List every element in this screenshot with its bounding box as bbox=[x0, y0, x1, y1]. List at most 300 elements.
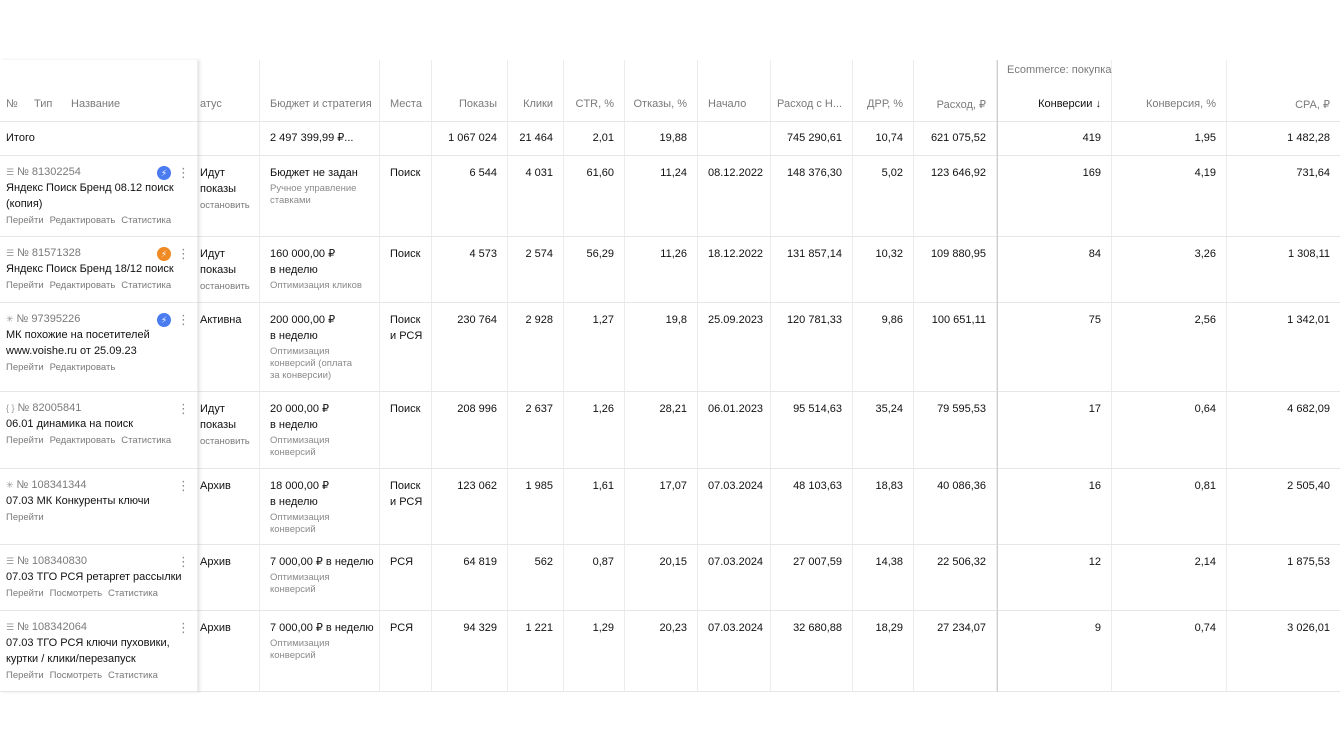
lightning-icon[interactable]: ⚡ bbox=[157, 166, 171, 180]
group-header-ecommerce: Ecommerce: покупка bbox=[1007, 64, 1112, 76]
cell-cpa bbox=[1227, 237, 1340, 302]
table-row bbox=[0, 545, 1340, 611]
campaign-name[interactable]: куртки / клики/перезапуск bbox=[6, 653, 136, 665]
cell-drr bbox=[853, 545, 914, 610]
total-row bbox=[0, 122, 1340, 156]
value-start: 07.03.2024 bbox=[708, 556, 764, 568]
budget-value[interactable]: Бюджет не задан bbox=[270, 167, 358, 179]
group-header-cell-places bbox=[380, 60, 432, 88]
status-text: Архив bbox=[200, 622, 231, 634]
campaign-id-line bbox=[6, 621, 87, 633]
cell-shows bbox=[432, 156, 508, 236]
header-conv[interactable]: Конверсии ↓ bbox=[1038, 98, 1101, 110]
cell-clicks bbox=[508, 611, 564, 691]
total-shows: 1 067 024 bbox=[448, 132, 497, 144]
cell-conv_rate bbox=[1112, 303, 1227, 391]
group-header-cell-spend bbox=[914, 60, 997, 88]
cell-clicks bbox=[508, 303, 564, 391]
cell-spend bbox=[914, 303, 997, 391]
total-cell-bounce bbox=[625, 122, 698, 155]
places-text: и РСЯ bbox=[390, 330, 423, 342]
cell-budget bbox=[260, 469, 380, 544]
total-cell-status bbox=[198, 122, 260, 155]
value-bounce: 17,07 bbox=[659, 480, 687, 492]
cell-start bbox=[698, 392, 771, 468]
value-shows: 6 544 bbox=[469, 167, 497, 179]
cell-start bbox=[698, 469, 771, 544]
cell-drr bbox=[853, 392, 914, 468]
budget-value[interactable]: в неделю bbox=[270, 419, 318, 431]
header-spend-vat[interactable]: Расход с Н... bbox=[777, 98, 842, 110]
value-bounce: 20,15 bbox=[659, 556, 687, 568]
value-drr: 18,29 bbox=[875, 622, 903, 634]
cell-start bbox=[698, 303, 771, 391]
cell-spend bbox=[914, 545, 997, 610]
value-spend: 100 651,11 bbox=[931, 314, 986, 326]
value-conv-rate: 0,64 bbox=[1194, 403, 1216, 415]
link-go[interactable]: Перейти bbox=[6, 215, 44, 226]
cell-budget bbox=[260, 545, 380, 610]
link-stats[interactable]: Статистика bbox=[121, 280, 172, 291]
cell-spend bbox=[914, 611, 997, 691]
campaign-links bbox=[6, 670, 164, 681]
cell-conv bbox=[997, 611, 1112, 691]
cell-bounce bbox=[625, 237, 698, 302]
campaign-name[interactable]: Яндекс Поиск Бренд 08.12 поиск bbox=[6, 182, 174, 194]
campaign-name[interactable]: 06.01 динамика на поиск bbox=[6, 418, 134, 430]
cell-bounce bbox=[625, 392, 698, 468]
header-conv-rate[interactable]: Конверсия, % bbox=[1145, 98, 1216, 110]
lightning-icon[interactable]: ⚡ bbox=[157, 313, 171, 327]
total-cpa: 1 482,28 bbox=[1287, 132, 1330, 144]
header-cell-shows[interactable] bbox=[432, 88, 508, 121]
value-cpa: 1 875,53 bbox=[1287, 556, 1330, 568]
status-text: Идут bbox=[200, 248, 225, 260]
value-conv-rate: 0,74 bbox=[1194, 622, 1216, 634]
kebab-menu-icon[interactable]: ⋮ bbox=[177, 478, 190, 493]
status-text[interactable]: остановить bbox=[200, 281, 250, 292]
value-cpa: 4 682,09 bbox=[1287, 403, 1330, 415]
budget-value[interactable]: 7 000,00 ₽ в неделю bbox=[270, 556, 374, 568]
value-conv: 84 bbox=[1088, 248, 1101, 260]
cell-ctr bbox=[564, 392, 625, 468]
cell-cpa bbox=[1227, 156, 1340, 236]
header-cell-conv[interactable] bbox=[997, 88, 1112, 121]
total-bounce: 19,88 bbox=[659, 132, 687, 144]
value-bounce: 28,21 bbox=[659, 403, 687, 415]
header-shows[interactable]: Показы bbox=[458, 98, 497, 110]
header-cell-budget[interactable] bbox=[260, 88, 380, 121]
link-edit[interactable]: Редактировать bbox=[49, 215, 116, 226]
cell-conv_rate bbox=[1112, 469, 1227, 544]
campaign-id: № 81302254 bbox=[17, 166, 81, 178]
cell-conv bbox=[997, 237, 1112, 302]
total-spend: 621 075,52 bbox=[930, 132, 986, 144]
campaign-name[interactable]: www.voishe.ru от 25.09.23 bbox=[6, 345, 137, 357]
link-edit[interactable]: Редактировать bbox=[49, 435, 116, 446]
budget-value[interactable]: 20 000,00 ₽ bbox=[270, 403, 329, 415]
table-row bbox=[0, 611, 1340, 692]
cell-status bbox=[198, 469, 260, 544]
strategy-text: Оптимизация bbox=[270, 346, 330, 357]
value-drr: 10,32 bbox=[875, 248, 903, 260]
total-cell-drr bbox=[853, 122, 914, 155]
cell-places bbox=[380, 303, 432, 391]
cell-conv_rate bbox=[1112, 237, 1227, 302]
campaign-id: № 108342064 bbox=[17, 621, 87, 633]
cell-name bbox=[0, 469, 198, 544]
cell-places bbox=[380, 469, 432, 544]
places-text: Поиск bbox=[390, 314, 421, 326]
value-conv: 169 bbox=[1082, 167, 1101, 179]
header-cell-spend_vat[interactable] bbox=[771, 88, 853, 121]
link-go[interactable]: Перейти bbox=[6, 435, 44, 446]
campaign-id: № 108340830 bbox=[17, 555, 87, 567]
link-stats[interactable]: Статистика bbox=[121, 215, 172, 226]
value-start: 08.12.2022 bbox=[708, 167, 764, 179]
budget-value[interactable]: в неделю bbox=[270, 496, 318, 508]
value-cpa: 1 308,11 bbox=[1287, 248, 1330, 260]
total-cell-start bbox=[698, 122, 771, 155]
value-clicks: 562 bbox=[534, 556, 553, 568]
strategy-text: Оптимизация bbox=[270, 512, 330, 523]
cell-bounce bbox=[625, 611, 698, 691]
table-row bbox=[0, 392, 1340, 469]
total-clicks: 21 464 bbox=[519, 132, 553, 144]
cell-shows bbox=[432, 469, 508, 544]
header-cell-ctr[interactable] bbox=[564, 88, 625, 121]
link-go[interactable]: Перейти bbox=[6, 280, 44, 291]
value-start: 25.09.2023 bbox=[708, 314, 764, 326]
text-campaign-icon: ☰ bbox=[6, 167, 15, 177]
header-cell-status[interactable] bbox=[198, 88, 260, 121]
budget-value[interactable]: в неделю bbox=[270, 330, 318, 342]
value-drr: 14,38 bbox=[875, 556, 903, 568]
cell-name bbox=[0, 545, 198, 610]
header-clicks[interactable]: Клики bbox=[523, 98, 553, 110]
header-cpa[interactable]: CPA, ₽ bbox=[1295, 99, 1330, 111]
value-clicks: 2 574 bbox=[525, 248, 553, 260]
campaign-id-line bbox=[6, 313, 80, 325]
cell-status bbox=[198, 237, 260, 302]
total-ctr: 2,01 bbox=[592, 132, 614, 144]
cell-name bbox=[0, 392, 198, 468]
cell-shows bbox=[432, 303, 508, 391]
cell-ctr bbox=[564, 303, 625, 391]
campaign-links bbox=[6, 280, 177, 291]
header-budget[interactable]: Бюджет и стратегия bbox=[270, 98, 372, 110]
cell-cpa bbox=[1227, 303, 1340, 391]
group-header-cell-budget bbox=[260, 60, 380, 88]
lightning-icon[interactable]: ⚡ bbox=[157, 247, 171, 261]
link-go[interactable]: Перейти bbox=[6, 512, 44, 523]
cell-drr bbox=[853, 237, 914, 302]
value-clicks: 2 928 bbox=[525, 314, 553, 326]
cell-drr bbox=[853, 611, 914, 691]
value-ctr: 61,60 bbox=[586, 167, 614, 179]
table-row bbox=[0, 237, 1340, 303]
table-row bbox=[0, 156, 1340, 237]
cell-ctr bbox=[564, 545, 625, 610]
places-text: и РСЯ bbox=[390, 496, 423, 508]
group-header-cell-name bbox=[0, 60, 198, 88]
link-view[interactable]: Посмотреть bbox=[49, 588, 103, 599]
group-header-cell-start bbox=[698, 60, 771, 88]
cell-clicks bbox=[508, 545, 564, 610]
header-type[interactable]: Тип bbox=[34, 98, 53, 110]
text-campaign-icon: ☰ bbox=[6, 556, 15, 566]
cell-spend_vat bbox=[771, 611, 853, 691]
cell-spend_vat bbox=[771, 545, 853, 610]
value-spend: 40 086,36 bbox=[937, 480, 986, 492]
cell-conv_rate bbox=[1112, 545, 1227, 610]
value-start: 07.03.2024 bbox=[708, 622, 764, 634]
cell-status bbox=[198, 545, 260, 610]
group-header-cell-shows bbox=[432, 60, 508, 88]
strategy-text: Оптимизация bbox=[270, 572, 330, 583]
campaign-name[interactable]: МК похожие на посетителей bbox=[6, 329, 150, 341]
cell-ctr bbox=[564, 237, 625, 302]
header-bounce[interactable]: Отказы, % bbox=[633, 98, 687, 110]
link-stats[interactable]: Статистика bbox=[108, 670, 158, 681]
cell-start bbox=[698, 237, 771, 302]
cell-start bbox=[698, 611, 771, 691]
budget-value[interactable]: 200 000,00 ₽ bbox=[270, 314, 336, 326]
total-cell-ctr bbox=[564, 122, 625, 155]
link-stats[interactable]: Статистика bbox=[108, 588, 158, 599]
status-text[interactable]: остановить bbox=[200, 436, 250, 447]
cell-status bbox=[198, 392, 260, 468]
cell-cpa bbox=[1227, 611, 1340, 691]
kebab-menu-icon[interactable]: ⋮ bbox=[177, 312, 190, 327]
cell-spend bbox=[914, 469, 997, 544]
campaign-name[interactable]: 07.03 ТГО РСЯ ключи пуховики, bbox=[6, 637, 170, 649]
campaign-id: № 81571328 bbox=[17, 247, 81, 259]
cell-status bbox=[198, 156, 260, 236]
campaign-links bbox=[6, 435, 177, 446]
cell-conv bbox=[997, 469, 1112, 544]
strategy-text: конверсий bbox=[270, 584, 316, 595]
cell-drr bbox=[853, 303, 914, 391]
strategy-text: конверсий (оплата bbox=[270, 358, 353, 369]
places-text: Поиск bbox=[390, 167, 421, 179]
kebab-menu-icon[interactable]: ⋮ bbox=[177, 620, 190, 635]
cell-budget bbox=[260, 237, 380, 302]
kebab-menu-icon[interactable]: ⋮ bbox=[177, 165, 190, 180]
master-campaign-icon: ✳ bbox=[6, 480, 14, 490]
cell-clicks bbox=[508, 469, 564, 544]
value-conv: 16 bbox=[1088, 480, 1101, 492]
budget-value[interactable]: 160 000,00 ₽ bbox=[270, 248, 336, 260]
total-cell-spend_vat bbox=[771, 122, 853, 155]
places-text: РСЯ bbox=[390, 622, 414, 634]
total-spend-vat: 745 290,61 bbox=[786, 132, 842, 144]
kebab-menu-icon[interactable]: ⋮ bbox=[177, 246, 190, 261]
cell-clicks bbox=[508, 237, 564, 302]
cell-budget bbox=[260, 303, 380, 391]
value-clicks: 4 031 bbox=[525, 167, 553, 179]
link-go[interactable]: Перейти bbox=[6, 588, 44, 599]
value-ctr: 1,29 bbox=[592, 622, 614, 634]
cell-name bbox=[0, 156, 198, 236]
link-go[interactable]: Перейти bbox=[6, 670, 44, 681]
cell-name bbox=[0, 611, 198, 691]
status-text: Активна bbox=[200, 314, 242, 326]
header-places[interactable]: Места bbox=[390, 98, 422, 110]
value-spend-vat: 32 680,88 bbox=[793, 622, 842, 634]
header-name[interactable]: Название bbox=[71, 98, 121, 110]
cell-spend_vat bbox=[771, 303, 853, 391]
header-num[interactable]: № bbox=[6, 98, 18, 110]
group-header-row bbox=[0, 60, 1340, 88]
header-status[interactable]: атус bbox=[200, 98, 222, 110]
value-clicks: 1 221 bbox=[525, 622, 553, 634]
header-cell-clicks[interactable] bbox=[508, 88, 564, 121]
strategy-text: Оптимизация bbox=[270, 638, 330, 649]
cell-cpa bbox=[1227, 469, 1340, 544]
cell-budget bbox=[260, 392, 380, 468]
campaign-links bbox=[6, 215, 177, 226]
link-go[interactable]: Перейти bbox=[6, 362, 44, 373]
dynamic-campaign-icon: { } bbox=[6, 403, 15, 413]
value-spend: 22 506,32 bbox=[937, 556, 986, 568]
cell-shows bbox=[432, 611, 508, 691]
header-cell-bounce[interactable] bbox=[625, 88, 698, 121]
campaign-links bbox=[6, 512, 50, 523]
header-cell-spend[interactable] bbox=[914, 88, 997, 121]
cell-places bbox=[380, 545, 432, 610]
group-header-cell-bounce bbox=[625, 60, 698, 88]
status-text[interactable]: остановить bbox=[200, 200, 250, 211]
cell-clicks bbox=[508, 156, 564, 236]
value-shows: 230 764 bbox=[457, 314, 497, 326]
status-text: Идут bbox=[200, 403, 225, 415]
kebab-menu-icon[interactable]: ⋮ bbox=[177, 554, 190, 569]
budget-value[interactable]: 7 000,00 ₽ в неделю bbox=[270, 622, 374, 634]
value-bounce: 11,24 bbox=[660, 167, 687, 179]
cell-bounce bbox=[625, 545, 698, 610]
table-row bbox=[0, 303, 1340, 392]
header-cell-drr[interactable] bbox=[853, 88, 914, 121]
total-conv-rate: 1,95 bbox=[1194, 132, 1216, 144]
campaign-name[interactable]: Яндекс Поиск Бренд 18/12 поиск bbox=[6, 263, 174, 275]
value-conv-rate: 2,14 bbox=[1194, 556, 1216, 568]
total-budget: 2 497 399,99 ₽... bbox=[270, 132, 354, 144]
cell-clicks bbox=[508, 392, 564, 468]
cell-conv_rate bbox=[1112, 392, 1227, 468]
header-spend[interactable]: Расход, ₽ bbox=[936, 99, 986, 111]
cell-shows bbox=[432, 237, 508, 302]
budget-value[interactable]: 18 000,00 ₽ bbox=[270, 480, 329, 492]
header-start[interactable]: Начало bbox=[708, 98, 747, 110]
text-campaign-icon: ☰ bbox=[6, 622, 15, 632]
header-cell-start[interactable] bbox=[698, 88, 771, 121]
cell-conv_rate bbox=[1112, 611, 1227, 691]
strategy-text: Оптимизация bbox=[270, 435, 330, 446]
value-spend: 109 880,95 bbox=[930, 248, 986, 260]
header-ctr[interactable]: CTR, % bbox=[575, 98, 614, 110]
group-header-cell-status bbox=[198, 60, 260, 88]
cell-places bbox=[380, 611, 432, 691]
value-spend-vat: 27 007,59 bbox=[793, 556, 842, 568]
strategy-text: конверсий bbox=[270, 650, 316, 661]
group-header-cell-conv_rate bbox=[1112, 60, 1227, 88]
link-view[interactable]: Посмотреть bbox=[49, 670, 103, 681]
cell-spend_vat bbox=[771, 237, 853, 302]
campaign-id-line bbox=[6, 402, 81, 414]
total-cell-conv bbox=[997, 122, 1112, 155]
campaign-links bbox=[6, 362, 121, 373]
value-cpa: 1 342,01 bbox=[1287, 314, 1330, 326]
status-text: Архив bbox=[200, 480, 231, 492]
column-header-row bbox=[0, 88, 1340, 122]
value-spend-vat: 95 514,63 bbox=[793, 403, 842, 415]
value-spend-vat: 48 103,63 bbox=[793, 480, 842, 492]
value-drr: 9,86 bbox=[881, 314, 903, 326]
value-shows: 64 819 bbox=[463, 556, 497, 568]
link-stats[interactable]: Статистика bbox=[121, 435, 172, 446]
value-start: 06.01.2023 bbox=[708, 403, 764, 415]
header-cell-places[interactable] bbox=[380, 88, 432, 121]
header-cell-cpa[interactable] bbox=[1227, 88, 1340, 121]
link-edit[interactable]: Редактировать bbox=[49, 362, 116, 373]
value-ctr: 0,87 bbox=[592, 556, 614, 568]
campaign-id: № 82005841 bbox=[17, 402, 82, 414]
total-cell-clicks bbox=[508, 122, 564, 155]
budget-value[interactable]: в неделю bbox=[270, 264, 318, 276]
total-conv: 419 bbox=[1082, 132, 1101, 144]
campaign-name[interactable]: (копия) bbox=[6, 198, 43, 210]
value-drr: 35,24 bbox=[875, 403, 903, 415]
value-start: 18.12.2022 bbox=[708, 248, 764, 260]
campaign-name[interactable]: 07.03 МК Конкуренты ключи bbox=[6, 495, 150, 507]
value-start: 07.03.2024 bbox=[708, 480, 764, 492]
master-campaign-icon: ✳ bbox=[6, 314, 14, 324]
value-spend-vat: 120 781,33 bbox=[786, 314, 842, 326]
value-conv-rate: 2,56 bbox=[1194, 314, 1216, 326]
total-cell-conv_rate bbox=[1112, 122, 1227, 155]
kebab-menu-icon[interactable]: ⋮ bbox=[177, 401, 190, 416]
cell-drr bbox=[853, 156, 914, 236]
header-drr[interactable]: ДРР, % bbox=[867, 98, 903, 110]
header-cell-name[interactable] bbox=[0, 88, 198, 121]
cell-spend_vat bbox=[771, 469, 853, 544]
cell-name bbox=[0, 237, 198, 302]
header-cell-conv_rate[interactable] bbox=[1112, 88, 1227, 121]
cell-places bbox=[380, 156, 432, 236]
total-cell-places bbox=[380, 122, 432, 155]
value-conv: 75 bbox=[1088, 314, 1101, 326]
group-header-cell-conv bbox=[997, 60, 1112, 88]
group-header-cell-cpa bbox=[1227, 60, 1340, 88]
value-drr: 18,83 bbox=[875, 480, 903, 492]
value-ctr: 56,29 bbox=[586, 248, 614, 260]
campaign-id-line bbox=[6, 166, 81, 178]
link-edit[interactable]: Редактировать bbox=[49, 280, 116, 291]
total-cell-shows bbox=[432, 122, 508, 155]
value-ctr: 1,61 bbox=[592, 480, 614, 492]
campaign-id: № 108341344 bbox=[16, 479, 87, 491]
value-shows: 94 329 bbox=[463, 622, 497, 634]
status-text: показы bbox=[200, 419, 237, 431]
total-name: Итого bbox=[6, 132, 35, 144]
value-conv-rate: 3,26 bbox=[1194, 248, 1216, 260]
total-drr: 10,74 bbox=[875, 132, 903, 144]
cell-bounce bbox=[625, 156, 698, 236]
cell-spend bbox=[914, 237, 997, 302]
campaign-name[interactable]: 07.03 ТГО РСЯ ретаргет рассылки bbox=[6, 571, 182, 583]
cell-start bbox=[698, 545, 771, 610]
